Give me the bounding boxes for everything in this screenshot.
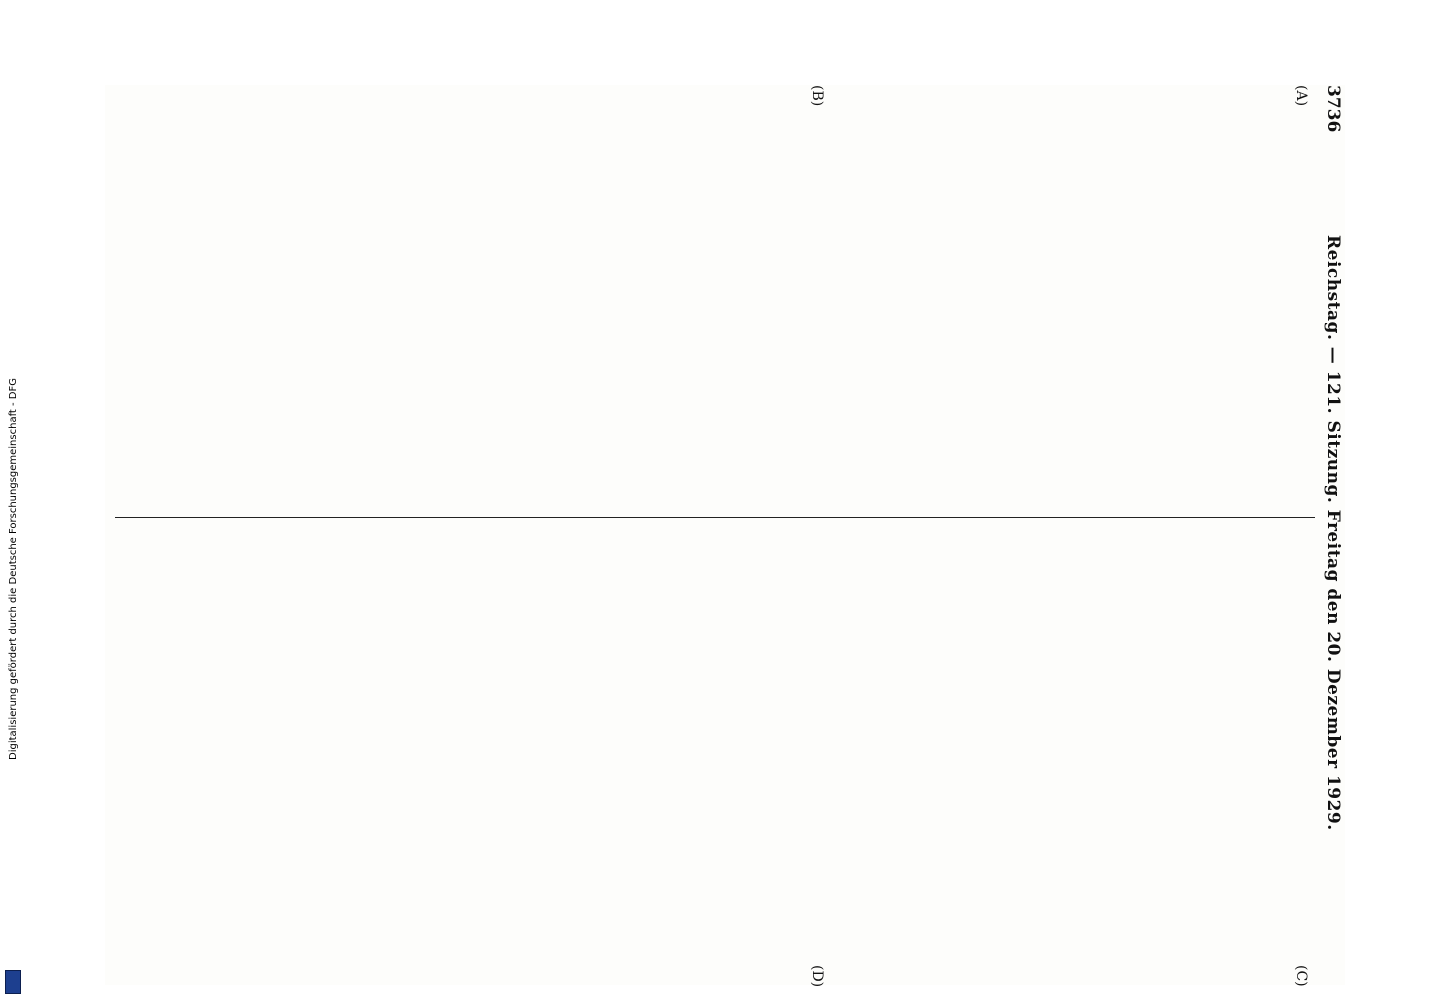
right-column <box>115 555 1315 945</box>
page-header <box>1319 85 1345 985</box>
left-column <box>115 115 1315 505</box>
dfg-logo-icon <box>5 970 21 994</box>
document-page <box>105 85 1345 988</box>
digitisation-note: Digitalisierung gefördert durch die Deutsche Forschungsgemeinschaft - DFG <box>8 377 19 760</box>
margin-letter-a: (A) <box>1293 85 1309 107</box>
column-divider <box>115 517 1315 518</box>
page-number: 3736 <box>1323 85 1343 133</box>
margin-letter-b: (B) <box>809 85 825 107</box>
margin-letter-c: (C) <box>1293 965 1309 987</box>
running-head: Reichstag. — 121. Sitzung. Freitag den 20. Dezember 1929. <box>1323 235 1343 831</box>
margin-letter-d: (D) <box>809 965 825 988</box>
